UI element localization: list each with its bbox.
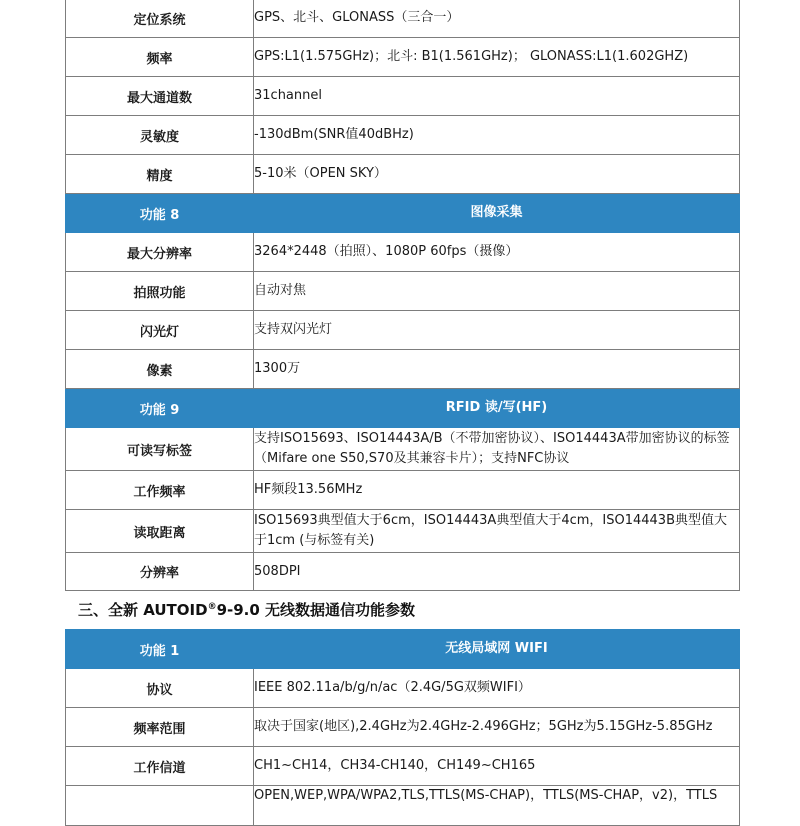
section-header-row	[66, 630, 740, 669]
row-label: 精度	[66, 155, 254, 194]
section-title-suffix: 9-9.0 无线数据通信功能参数	[216, 601, 416, 619]
section-title	[78, 599, 415, 620]
row-label: 协议	[66, 669, 254, 708]
table-row	[66, 350, 740, 389]
row-value: IEEE 802.11a/b/g/n/ac（2.4G/5G双频WIFI）	[254, 669, 740, 708]
row-label: 定位系统	[66, 0, 254, 38]
row-value: GPS:L1(1.575GHz)；北斗: B1(1.561GHz)； GLONASS:L1(1.602GHZ)	[254, 38, 740, 77]
row-label: 最大通道数	[66, 77, 254, 116]
row-value: HF频段13.56MHz	[254, 471, 740, 510]
row-value: -130dBm(SNR值40dBHz)	[254, 116, 740, 155]
row-label	[66, 786, 254, 826]
row-label: 分辨率	[66, 553, 254, 591]
table-row	[66, 0, 740, 38]
table-row	[66, 428, 740, 471]
row-value: 1300万	[254, 350, 740, 389]
row-value: OPEN,WEP,WPA/WPA2,TLS,TTLS(MS-CHAP)，TTLS(MS-CHAP，v2)，TTLS	[254, 786, 740, 826]
row-label: 工作信道	[66, 747, 254, 786]
function-number: 功能 1	[66, 630, 254, 669]
row-label: 读取距离	[66, 510, 254, 553]
table-row	[66, 77, 740, 116]
table-row	[66, 471, 740, 510]
spec-table-positioning-camera-rfid	[65, 0, 740, 591]
row-label: 像素	[66, 350, 254, 389]
table-row	[66, 38, 740, 77]
row-value: 3264*2448（拍照）、1080P 60fps（摄像）	[254, 233, 740, 272]
row-value: ISO15693典型值大于6cm，ISO14443A典型值大于4cm，ISO14443B典型值大于1cm (与标签有关)	[254, 510, 740, 553]
spec-table-wifi	[65, 629, 740, 826]
function-number: 功能 9	[66, 389, 254, 428]
table-row	[66, 510, 740, 553]
row-value: 支持双闪光灯	[254, 311, 740, 350]
row-label: 灵敏度	[66, 116, 254, 155]
row-label: 最大分辨率	[66, 233, 254, 272]
table-row	[66, 708, 740, 747]
function-number: 功能 8	[66, 194, 254, 233]
row-value: CH1~CH14，CH34-CH140，CH149~CH165	[254, 747, 740, 786]
table-row	[66, 747, 740, 786]
row-label: 频率范围	[66, 708, 254, 747]
section-title-prefix: 三、全新 AUTOID	[78, 601, 208, 619]
row-value: 自动对焦	[254, 272, 740, 311]
row-value: 5-10米（OPEN SKY）	[254, 155, 740, 194]
table-row	[66, 669, 740, 708]
function-title: 图像采集	[254, 194, 740, 233]
row-value: 508DPI	[254, 553, 740, 591]
row-label: 频率	[66, 38, 254, 77]
row-label: 工作频率	[66, 471, 254, 510]
table-row	[66, 786, 740, 826]
row-label: 可读写标签	[66, 428, 254, 471]
registered-mark: ®	[207, 602, 217, 612]
table-row	[66, 155, 740, 194]
row-value: 支持ISO15693、ISO14443A/B（不带加密协议）、ISO14443A带加密协议的标签（Mifare one S50,S70及其兼容卡片）；支持NFC协议	[254, 428, 740, 471]
row-value: 31channel	[254, 77, 740, 116]
row-value: 取决于国家(地区),2.4GHz为2.4GHz-2.496GHz；5GHz为5.15GHz-5.85GHz	[254, 708, 740, 747]
row-label: 拍照功能	[66, 272, 254, 311]
row-value: GPS、北斗、GLONASS（三合一）	[254, 0, 740, 38]
section-header-row	[66, 389, 740, 428]
table-row	[66, 233, 740, 272]
row-label: 闪光灯	[66, 311, 254, 350]
function-title: 无线局域网 WIFI	[254, 630, 740, 669]
table-row	[66, 116, 740, 155]
table-row	[66, 311, 740, 350]
table-row	[66, 553, 740, 591]
section-header-row	[66, 194, 740, 233]
function-title: RFID 读/写(HF)	[254, 389, 740, 428]
table-row	[66, 272, 740, 311]
